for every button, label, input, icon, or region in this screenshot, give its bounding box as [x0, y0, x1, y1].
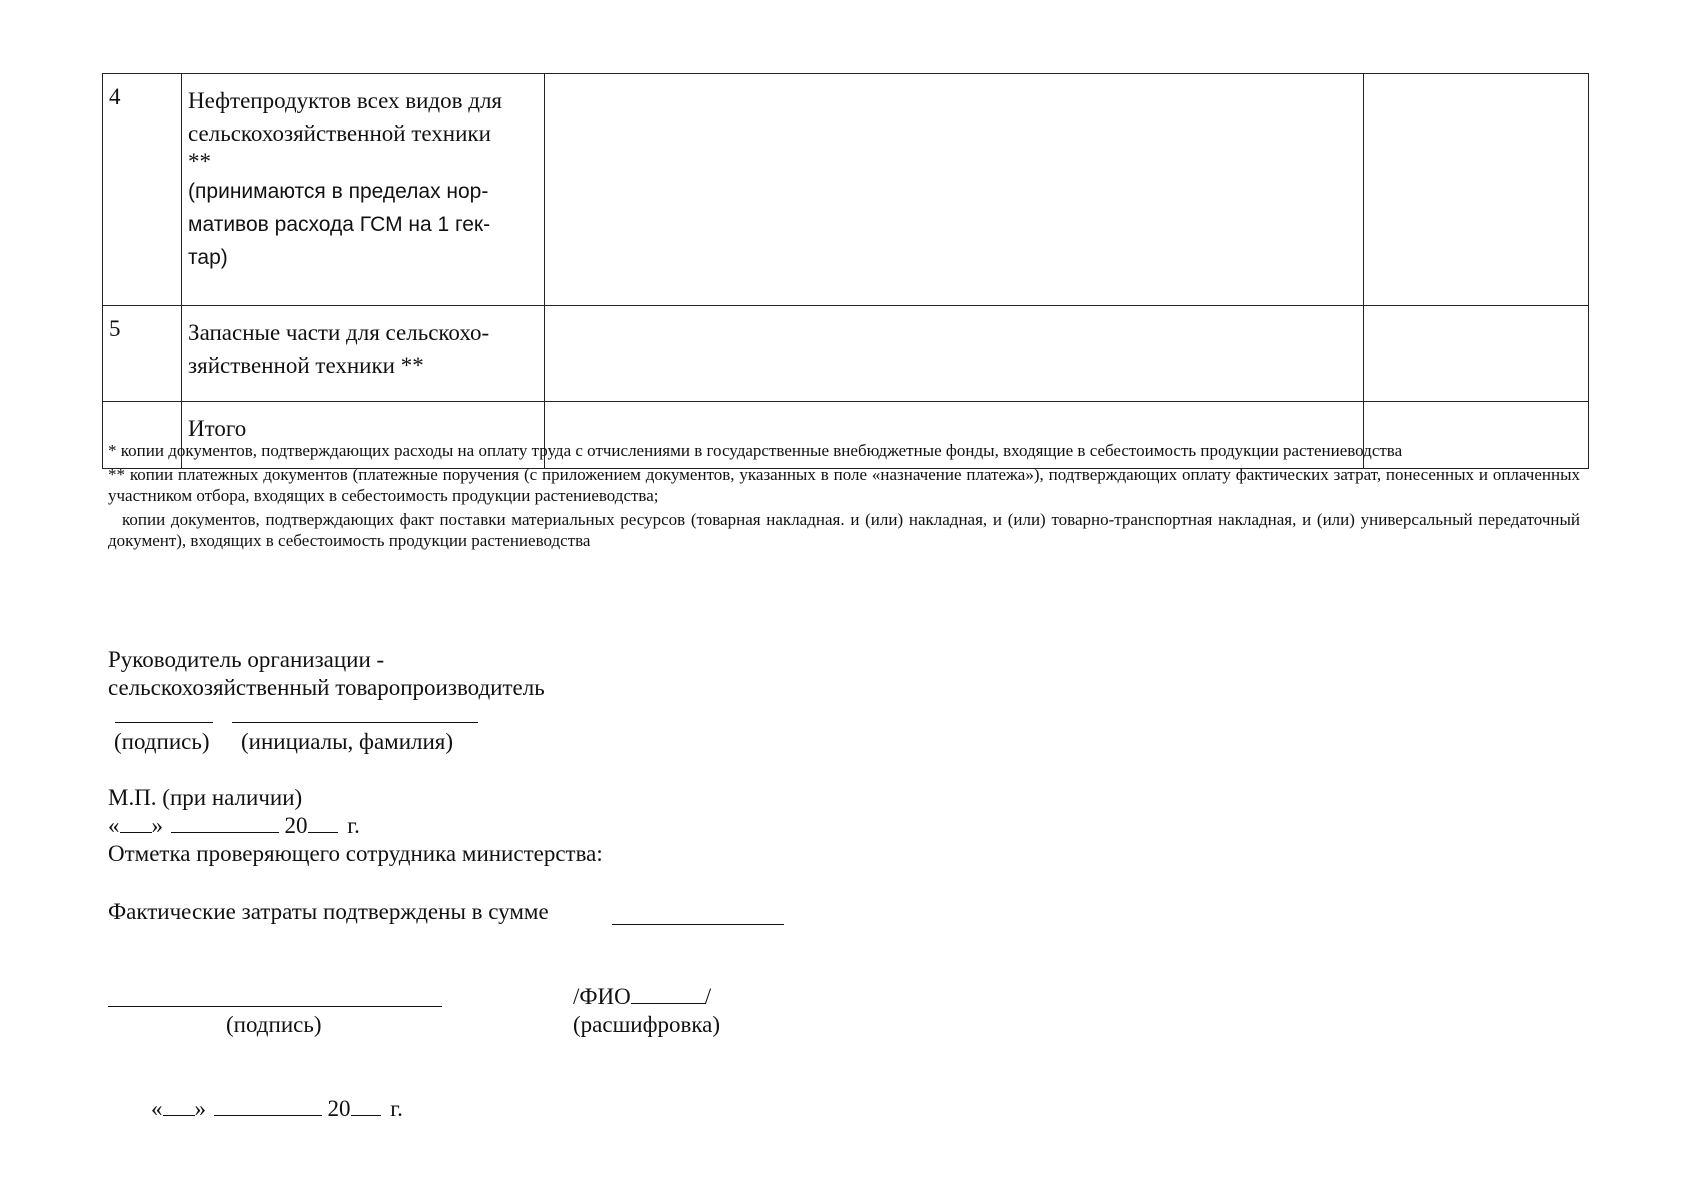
table-row [103, 306, 1589, 402]
row-note-line: мативов расхода ГСМ на 1 гек- [188, 213, 491, 236]
signature-line [115, 722, 213, 723]
table-cell [545, 306, 1364, 402]
table-row [103, 74, 1589, 306]
confirmed-label: Фактические затраты подтверждены в сумме [108, 899, 549, 924]
footnote: * копии документов, подтверждающих расходы на оплату труда с отчислениями в государственные внебюджетные фонды, входящие в себестоимость продукции растениеводства [108, 441, 1403, 460]
stamp-label: М.П. (при наличии) [108, 785, 303, 810]
table-cell [545, 74, 1364, 306]
decoding-caption: (расшифровка) [573, 1012, 721, 1037]
signature-caption: (подпись) [114, 729, 210, 754]
footnote: ** копии платежных документов (платежные поручения (с приложением документов, указанных в поле «назначение платежа»), подтверждающих оплату фактических затрат, понесенных и оплаченных участником отбора, входящих в себестоимость продукции растениеводства; [108, 465, 1580, 505]
ministry-mark: Отметка проверяющего сотрудника министерства: [108, 841, 603, 866]
row-note-line: (принимаются в пределах нор- [188, 180, 489, 203]
date-line: « » 20 г. [108, 813, 360, 838]
table-cell [1363, 306, 1588, 402]
signature-caption-2: (подпись) [226, 1012, 322, 1037]
row-name-line: Нефтепродуктов всех видов для [188, 88, 502, 113]
initials-caption: (инициалы, фамилия) [241, 729, 454, 754]
head-title-line: сельскохозяйственный товаропроизводитель [108, 675, 545, 700]
row-name-line: Запасные части для сельскохо- [188, 320, 490, 345]
row-name [182, 306, 545, 402]
footnotes [108, 440, 1580, 551]
row-name-line: ** [188, 149, 212, 174]
fio-line: /ФИО / [573, 984, 712, 1009]
row-name-line: Итого [188, 416, 247, 441]
row-note-line: тар) [188, 246, 228, 269]
initials-line [232, 722, 478, 723]
table-cell [1363, 74, 1588, 306]
costs-table [102, 73, 1589, 469]
row-name [182, 74, 545, 306]
date-line-2: « » 20 г. [151, 1096, 403, 1121]
row-name-line: сельскохозяйственной техники [188, 121, 491, 146]
amount-line [612, 924, 784, 925]
row-name-line: зяйственной техники ** [188, 353, 424, 378]
row-number: 4 [103, 74, 182, 306]
footnote: копии документов, подтверждающих факт поставки материальных ресурсов (товарная накладная. и (или) накладная, и (или) товарно-транспортная накладная, и (или) универсальный передаточный документ), входящих в себестоимость продукции растениеводства [108, 510, 1580, 550]
row-number: 5 [103, 306, 182, 402]
signature-line-2 [108, 1006, 442, 1007]
head-title-line: Руководитель организации - [108, 647, 385, 672]
